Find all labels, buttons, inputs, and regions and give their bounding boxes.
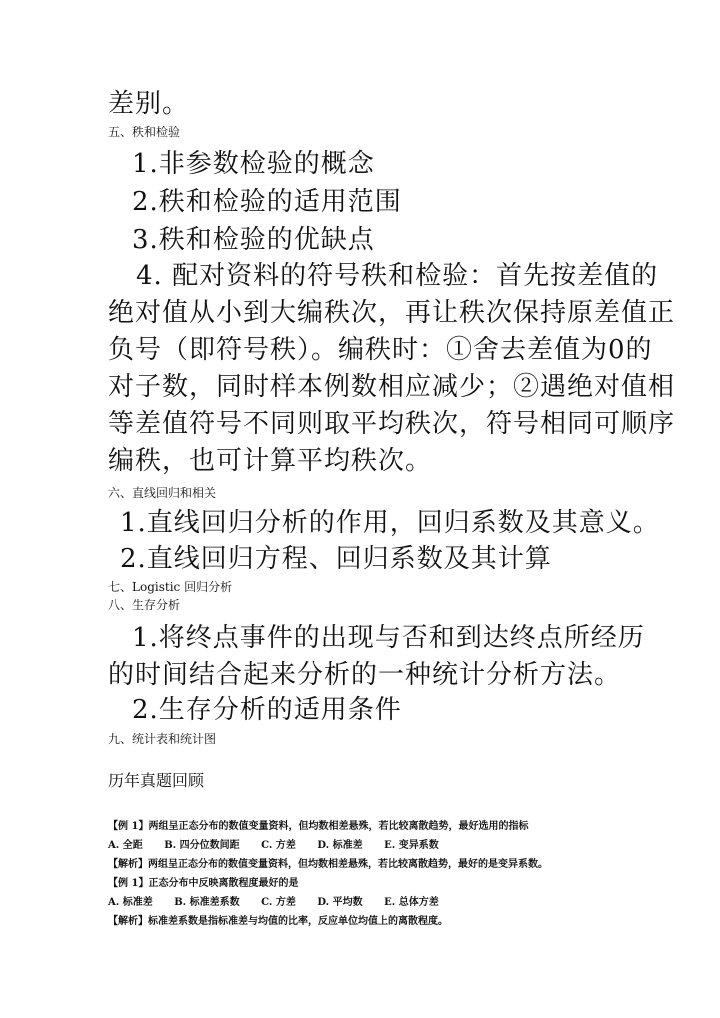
- section-7-heading: 七、Logistic 回归分析: [108, 580, 233, 594]
- q1-options: [108, 839, 457, 853]
- q1-question: 【例 1】两组呈正态分布的数值变量资料，但均数相差悬殊，若比较离散趋势，最好选用的指标: [108, 821, 529, 832]
- paragraph-line: 的时间结合起来分析的一种统计分析方法。: [108, 660, 622, 690]
- q2-option-a: A. 标准差: [108, 897, 153, 908]
- section-5-item-1: 1.非参数检验的概念: [132, 149, 375, 179]
- q2-analysis: 【解析】标准差系数是指标准差与均值的比率，反应单位均值上的离散程度。: [108, 916, 448, 927]
- paragraph-line: 等差值符号不同则取平均秩次，符号相同可顺序: [108, 409, 676, 439]
- section-5-item-2: 2.秩和检验的适用范围: [132, 187, 402, 217]
- q1-analysis: 【解析】两组呈正态分布的数值变量资料，但均数相差悬殊，若比较离散趋势，最好的是变异系数。: [108, 859, 548, 870]
- paragraph-line: 对子数，同时样本例数相应减少；②遇绝对值相: [108, 372, 676, 402]
- section-8-heading: 八、生存分析: [108, 598, 181, 612]
- paragraph-line: 4. 配对资料的符号秩和检验：首先按差值的: [136, 261, 659, 291]
- section-6-heading: 六、直线回归和相关: [108, 486, 217, 500]
- section-5-paragraph: [108, 258, 676, 480]
- q2-option-b: B. 标准差系数: [174, 897, 240, 908]
- q1-option-a: A. 全距: [108, 840, 143, 851]
- section-8-item-1: [108, 620, 645, 694]
- section-8-item-2: 2.生存分析的适用条件: [132, 695, 402, 725]
- section-6-item-1: 1.直线回归分析的作用，回归系数及其意义。: [120, 508, 660, 538]
- paragraph-line: 绝对值从小到大编秩次，再让秩次保持原差值正: [108, 298, 676, 328]
- q1-option-d: D. 标准差: [317, 840, 363, 851]
- section-9-heading: 九、统计表和统计图: [108, 732, 217, 746]
- section-6-item-2: 2.直线回归方程、回归系数及其计算: [120, 544, 552, 574]
- paragraph-line: 编秩，也可计算平均秩次。: [108, 446, 433, 476]
- q2-option-e: E. 总体方差: [384, 897, 439, 908]
- q1-option-b: B. 四分位数间距: [164, 840, 240, 851]
- q1-option-c: C. 方差: [261, 840, 296, 851]
- review-title: 历年真题回顾: [108, 771, 205, 790]
- paragraph-line: 负号（即符号秩）。编秩时：①舍去差值为0的: [108, 335, 653, 365]
- section-5-heading: 五、秩和检验: [108, 125, 181, 139]
- section-5-item-3: 3.秩和检验的优缺点: [132, 225, 375, 255]
- q2-options: [108, 896, 457, 910]
- lead-fragment: 差别。: [108, 89, 190, 119]
- paragraph-line: 1.将终点事件的出现与否和到达终点所经历: [132, 623, 645, 653]
- q2-question: 【例 1】正态分布中反映离散程度最好的是: [108, 878, 299, 889]
- q2-option-d: D. 平均数: [317, 897, 363, 908]
- q2-option-c: C. 方差: [261, 897, 296, 908]
- q1-option-e: E. 变异系数: [384, 840, 439, 851]
